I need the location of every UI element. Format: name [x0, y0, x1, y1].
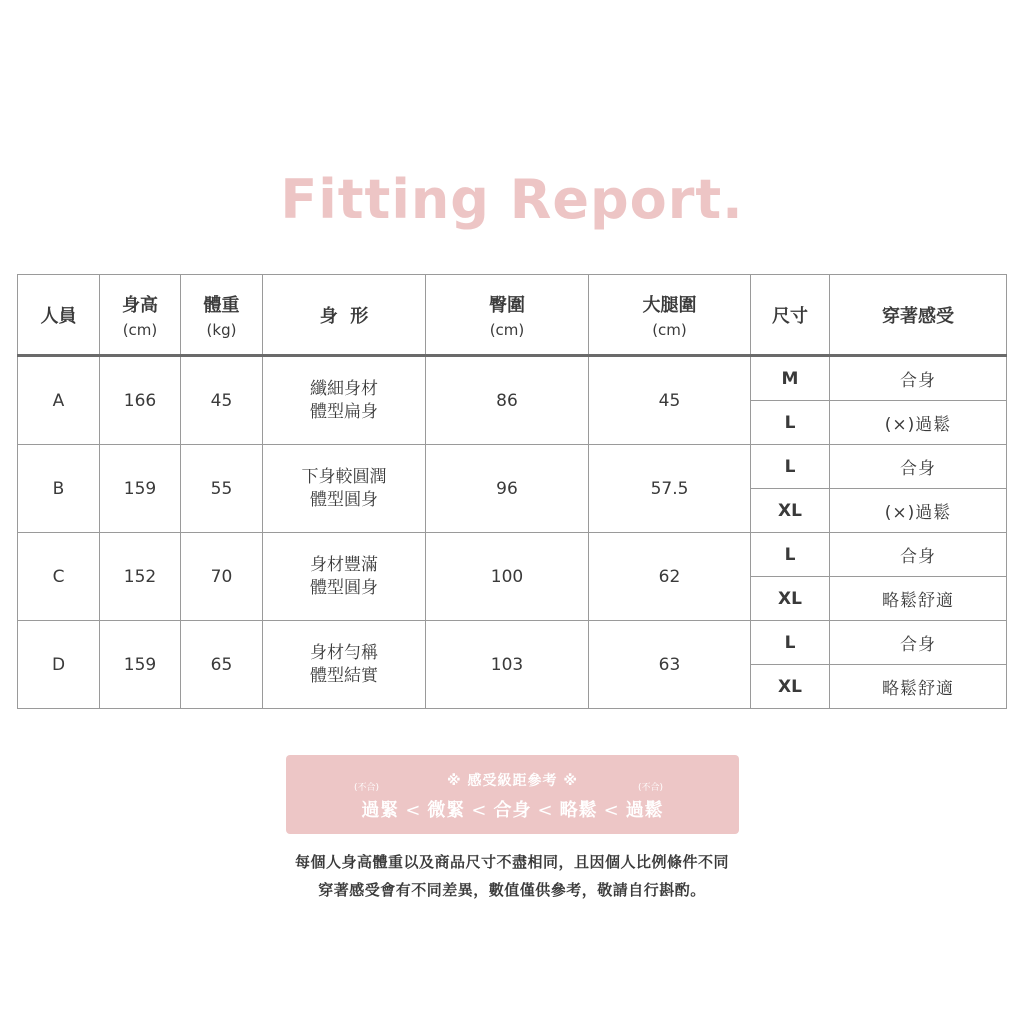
- scale-separator: <: [405, 800, 422, 821]
- fitting-table: [17, 274, 1007, 709]
- legend-note-right: (不合): [638, 783, 664, 793]
- cell-feel: 合身: [830, 533, 1007, 577]
- cell-feel: (×)過鬆: [830, 489, 1007, 533]
- cell-person: D: [18, 621, 100, 709]
- cell-feel: 略鬆舒適: [830, 665, 1007, 709]
- cell-feel: (×)過鬆: [830, 401, 1007, 445]
- cell-weight: 55: [181, 445, 263, 533]
- cell-thigh: 62: [589, 533, 751, 621]
- cell-shape: 身材勻稱 體型結實: [263, 621, 426, 709]
- header-height: 身高 (cm): [100, 275, 181, 356]
- cell-shape: 纖細身材 體型扁身: [263, 356, 426, 445]
- cell-height: 159: [100, 445, 181, 533]
- cell-size: L: [751, 445, 830, 489]
- header-thigh: 大腿圍 (cm): [589, 275, 751, 356]
- cell-size: XL: [751, 489, 830, 533]
- cell-person: A: [18, 356, 100, 445]
- scale-separator: <: [537, 800, 554, 821]
- cell-shape: 身材豐滿 體型圓身: [263, 533, 426, 621]
- cell-weight: 45: [181, 356, 263, 445]
- cell-weight: 65: [181, 621, 263, 709]
- table-row: [18, 356, 1007, 401]
- cell-thigh: 57.5: [589, 445, 751, 533]
- table-row: [18, 621, 1007, 665]
- cell-hip: 86: [426, 356, 589, 445]
- legend-note-left: (不合): [354, 783, 380, 793]
- cell-feel: 合身: [830, 445, 1007, 489]
- cell-size: M: [751, 356, 830, 401]
- header-feel: 穿著感受: [830, 275, 1007, 356]
- cell-feel: 合身: [830, 356, 1007, 401]
- header-person: 人員: [18, 275, 100, 356]
- header-weight: 體重 (kg): [181, 275, 263, 356]
- cell-feel: 合身: [830, 621, 1007, 665]
- scale-item: 略鬆: [559, 800, 598, 821]
- cell-hip: 103: [426, 621, 589, 709]
- footer-note-line-2: 穿著感受會有不同差異，數值僅供參考，敬請自行斟酌。: [318, 881, 706, 899]
- cell-weight: 70: [181, 533, 263, 621]
- header-size: 尺寸: [751, 275, 830, 356]
- table-row: [18, 533, 1007, 577]
- cell-person: C: [18, 533, 100, 621]
- cell-feel: 略鬆舒適: [830, 577, 1007, 621]
- fit-scale-legend: [286, 755, 739, 834]
- header-shape: 身 形: [263, 275, 426, 356]
- cell-thigh: 45: [589, 356, 751, 445]
- cell-thigh: 63: [589, 621, 751, 709]
- scale-item: 微緊: [427, 800, 466, 821]
- scale-item: 合身: [493, 800, 532, 821]
- scale-item: 過鬆: [625, 800, 664, 821]
- cell-height: 152: [100, 533, 181, 621]
- legend-scale: [286, 796, 739, 822]
- cell-height: 166: [100, 356, 181, 445]
- table-header-row: [18, 275, 1007, 356]
- scale-separator: <: [603, 800, 620, 821]
- cell-hip: 96: [426, 445, 589, 533]
- cell-height: 159: [100, 621, 181, 709]
- cell-size: L: [751, 621, 830, 665]
- cell-shape: 下身較圓潤 體型圓身: [263, 445, 426, 533]
- page-title: Fitting Report.: [280, 168, 744, 231]
- scale-separator: <: [471, 800, 488, 821]
- cell-size: XL: [751, 665, 830, 709]
- footer-note-line-1: 每個人身高體重以及商品尺寸不盡相同，且因個人比例條件不同: [294, 853, 729, 871]
- cell-size: L: [751, 533, 830, 577]
- cell-size: XL: [751, 577, 830, 621]
- header-hip: 臀圍 (cm): [426, 275, 589, 356]
- cell-hip: 100: [426, 533, 589, 621]
- legend-heading: ※ 感受級距參考 ※: [447, 773, 578, 789]
- scale-item: 過緊: [361, 800, 400, 821]
- table-row: [18, 445, 1007, 489]
- cell-person: B: [18, 445, 100, 533]
- cell-size: L: [751, 401, 830, 445]
